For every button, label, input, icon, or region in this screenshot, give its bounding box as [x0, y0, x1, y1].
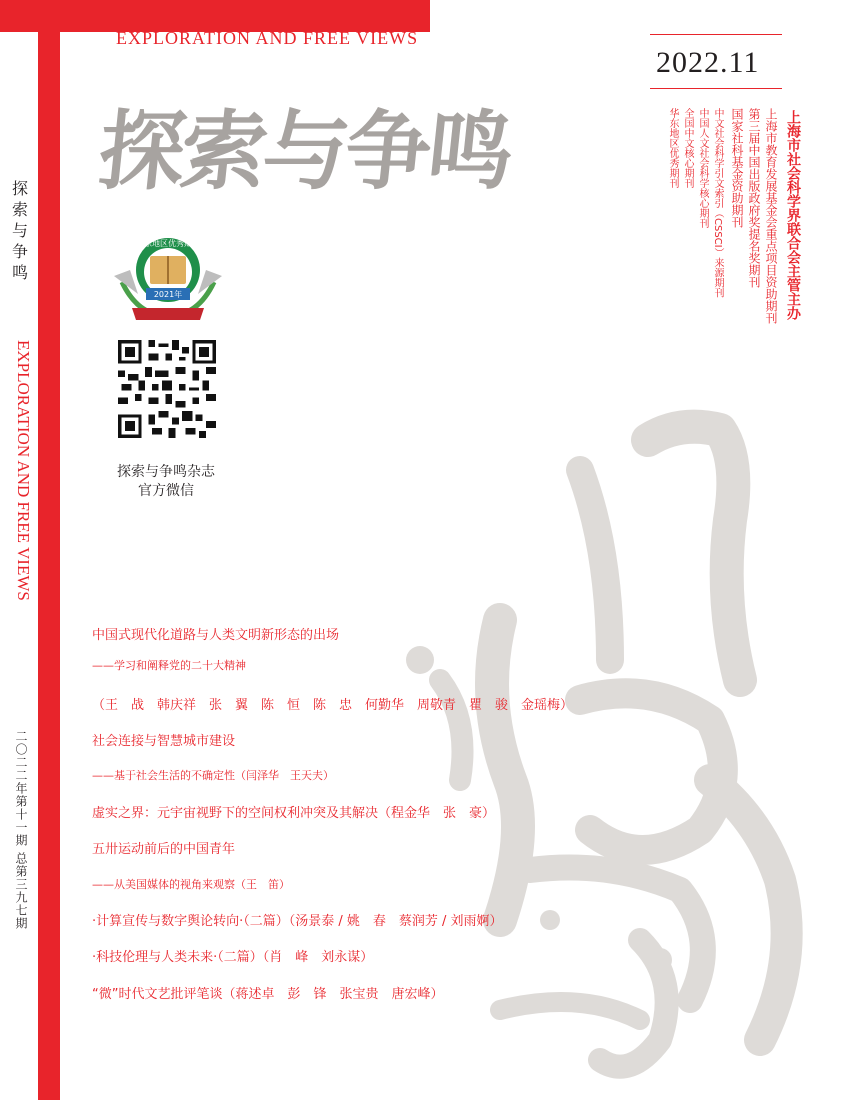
emblem-year: 2021年 [153, 290, 183, 299]
wechat-caption [86, 463, 246, 501]
spine-english-title: EXPLORATION AND FREE VIEWS [14, 340, 33, 601]
toc-item-4: 社会连接与智慧城市建设 [92, 734, 236, 749]
toc-item-9: ·计算宣传与数字舆论转向·（二篇）（汤景泰 / 姚 春 蔡润芳 / 刘雨婀） [92, 914, 503, 929]
sponsor-line-3: 第三届中国出版政府奖提名奖期刊 [747, 108, 761, 288]
toc-item-8: ——从美国媒体的视角来观察（王 笛） [92, 878, 290, 891]
wechat-caption-line-2: 官方微信 [138, 483, 194, 499]
toc-item-7: 五卅运动前后的中国青年 [92, 842, 236, 857]
toc-item-6: 虚实之界：元宇宙视野下的空间权利冲突及其解决（程金华 张 豪） [92, 806, 496, 821]
toc-item-10: ·科技伦理与人类未来·（二篇）（肖 峰 刘永谋） [92, 950, 374, 965]
sponsor-line-5: 中文社会科学引文索引（CSSCI）来源期刊 [712, 108, 723, 298]
toc-item-2: ——学习和阐释党的二十大精神 [92, 659, 246, 672]
sponsor-line-8: 华东地区优秀期刊 [667, 108, 678, 188]
sponsor-line-1: 上海市社会科学界联合会主管主办 [785, 110, 801, 320]
sponsor-line-2: 上海市教育发展基金会重点项目资助期刊 [764, 108, 778, 324]
spine-title: 探索与争鸣 [11, 179, 28, 282]
toc-item-3: （王 战 韩庆祥 张 翼 陈 恒 陈 忠 何勤华 周敬青 瞿 骏 金瑶梅） [92, 698, 574, 713]
issue-number: 2022.11 [656, 46, 760, 79]
emblem-ribbon [132, 308, 204, 320]
toc-item-11: “微”时代文艺批评笔谈（蒋述卓 彭 锋 张宝贵 唐宏峰） [92, 987, 444, 1002]
wechat-caption-line-1: 探索与争鸣杂志 [117, 464, 215, 480]
toc-item-5: ——基于社会生活的不确定性（闫泽华 王天夫） [92, 769, 334, 782]
chinese-title: 探索与争鸣 [93, 101, 515, 202]
calligraphy-watermark [380, 400, 846, 1100]
issue-bottom-rule [650, 88, 782, 89]
toc-item-1: 中国式现代化道路与人类文明新形态的出场 [92, 628, 340, 643]
spine-issue-info: 二〇二二年第十一期 总第三九七期 [14, 730, 28, 930]
sponsor-line-6: 中国人文社会科学核心期刊 [697, 108, 708, 228]
sponsor-line-4: 国家社科基金资助期刊 [730, 108, 744, 228]
english-title: EXPLORATION AND FREE VIEWS [116, 28, 419, 48]
sponsor-line-7: 全国中文核心期刊 [682, 108, 693, 188]
award-emblem-icon [108, 230, 228, 326]
issue-top-rule [650, 34, 782, 35]
qr-code-icon[interactable] [118, 340, 216, 438]
emblem-ring-text: 华东地区优秀期刊 [136, 239, 200, 248]
